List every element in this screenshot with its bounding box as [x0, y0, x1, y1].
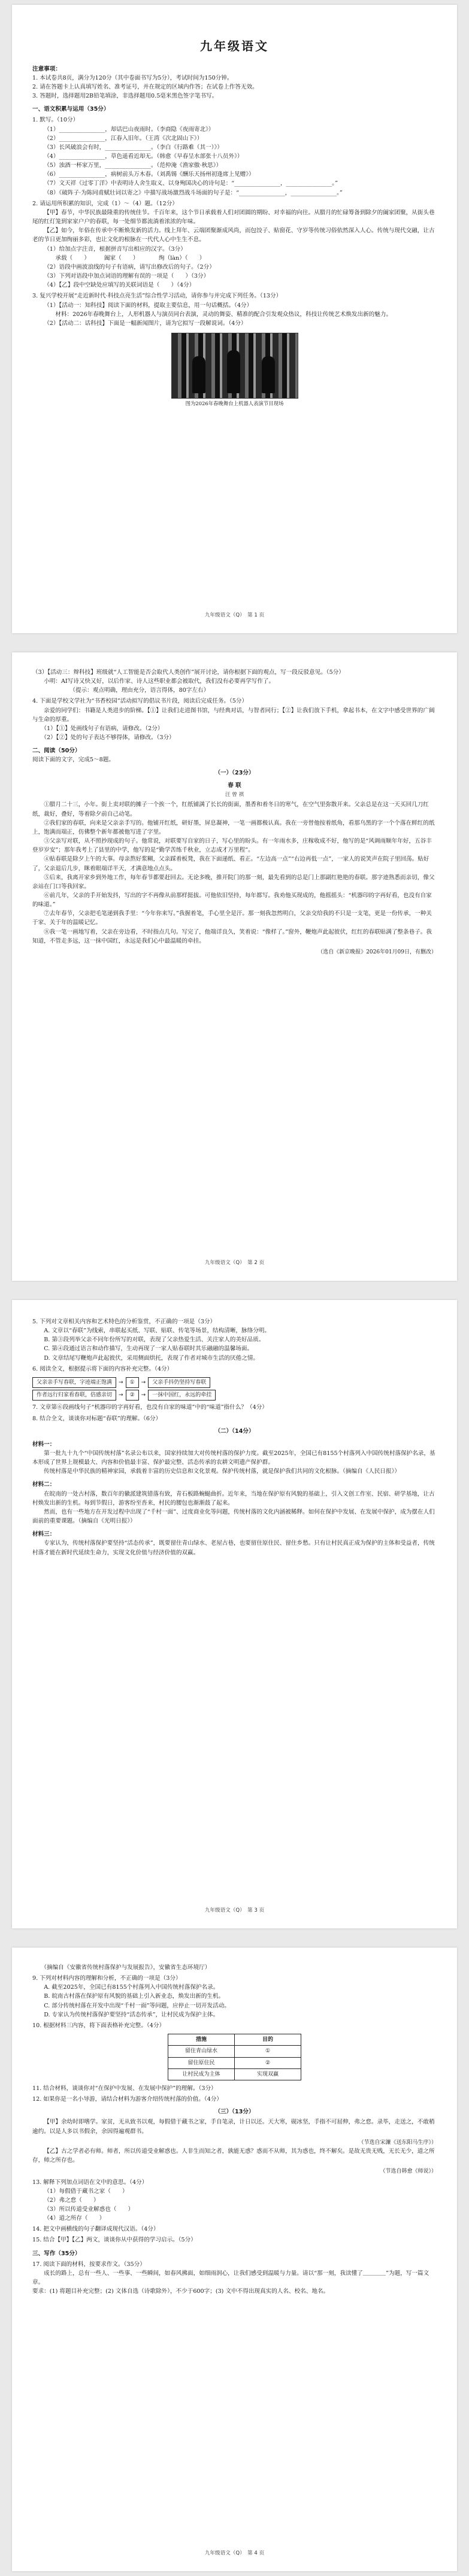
table-cell: ②: [235, 2057, 301, 2068]
material-paragraph: 在皖南的一处古村落，数百年的徽派建筑错落有致，青石板路蜿蜒曲折。近年来，当地在保护原有风貌的基础上，引入文创工作室、民宿、研学基地，让古村焕发出新的生机。每到节假日，游客纷至沓来，村民的腰包也渐渐鼓了起来。: [32, 1490, 435, 1506]
writing-requirements: 要求：(1) 将题目补充完整；(2) 文体自选（诗歌除外），不少于600字；(3) 文中不得出现真实的人名、校名、地名。: [32, 2288, 329, 2295]
question-stem: 5. 下列对文章相关内容和艺术特色的分析鉴赏，不正确的一项是（3分）: [32, 1319, 216, 1325]
question-line: （4）【乙】段中空缺处应填写的关联词语是（ ）（4分）: [44, 282, 195, 289]
question-line: （3）所以传道受业解惑也（ ）: [44, 2206, 134, 2213]
question-stem: 4. 下面是学校文学社为“书香校园”活动拟写的倡议书片段，阅读后完成任务。（5分）: [32, 698, 248, 705]
material-paragraph: 专家认为，传统村落保护要坚持“活态传承”，既要留住青山绿水、老屋古巷，也要留住原住民、留住乡愁。只有让村民真正成为保护的主体和受益者，传统村落才能在新时代延续生命力，实现文化价值与经济价值的双赢。: [32, 1540, 435, 1556]
passage-source: （节选自宋濂《送东阳马生序》）: [358, 2139, 437, 2146]
option-d: D. 专家认为传统村落保护要坚持“活态传承”，让村民成为保护主体。: [44, 2011, 219, 2018]
material-label: 材料三：: [32, 1531, 56, 1538]
flow-blank-box: ②: [126, 1390, 139, 1401]
question-line: 承载（ ） 阖家（ ） 绚（làn）（ ）: [44, 254, 205, 262]
question-line: （3）下列对语段中加点词语的理解有误的一项是（ ）（3分）: [44, 273, 210, 280]
question-stem: 9. 下列对材料内容的理解和分析，不正确的一项是（3分）: [32, 1975, 181, 1982]
passage-paragraph: 亲爱的同学们：书籍是人类进步的阶梯。【①】让我们走进图书馆，与经典对话，与智者同行；【②】让我们放下手机，拿起书本，在文字中感受世界的广阔与生命的厚重。: [32, 707, 435, 723]
article-title: 春 联: [228, 782, 241, 789]
question-stem: 11. 结合材料，谈谈你对“在保护中发展、在发展中保护”的理解。（3分）: [32, 2085, 217, 2092]
question-line: （2）【活动二：话科技】下面是一幅新闻图片，请为它拟写一段解说词。（4分）: [44, 320, 247, 327]
flow-box: 一抹中国红，永远的牵挂: [148, 1390, 216, 1401]
question-line: （3）【活动三：辩科技】班级就“人工智能是否会取代人类创作”展开讨论，请你根据下面的观点，写一段反驳意见。（5分）: [32, 669, 344, 676]
section-heading: 二、阅读（50分）: [32, 748, 81, 755]
flow-box: 父亲亲手写春联，字迹端正饱满: [32, 1377, 116, 1388]
table-cell: 留住青山绿水: [168, 2046, 235, 2057]
table-header-cell: 目的: [235, 2034, 301, 2046]
article-paragraph: ⑦去年春节，父亲把毛笔递到我手里：“今年你来写。”我握着笔，手心里全是汗。那一刻我忽然明白，父亲交给我的不只是一支笔，更是一份传承，一种关于家、关于年的温暖记忆。: [32, 910, 432, 926]
question-stem: 15. 结合【甲】【乙】两文，谈谈你从中获得的学习启示。（5分）: [32, 2237, 196, 2244]
question-line: （2）________________，江春入旧年。（王湾《次北固山下》）: [44, 135, 203, 142]
writing-prompt: 成长的路上，总有一些人、一些事、一些瞬间，如春风拂面，如细雨润心，让我们感受到温暖与力量。请以“那一刻，我读懂了＿＿＿＿”为题，写一篇文章。: [32, 2270, 429, 2286]
robot-figure: [192, 356, 205, 393]
reading-header: （三）（13分）: [214, 2109, 255, 2116]
flow-row: [32, 1377, 437, 1388]
table-header-cell: 措施: [168, 2034, 235, 2046]
section-heading: 一、语文积累与运用（35分）: [32, 106, 110, 113]
question-line: （1）给加点字注音，根据拼音写出相应的汉字。（3分）: [44, 245, 186, 253]
reading-header: （二）（14分）: [214, 1427, 255, 1435]
robot-figure: [262, 356, 275, 393]
option-c: C. 部分传统村落在开发中出现“千村一面”等问题，应停止一切开发活动。: [44, 2002, 230, 2009]
option-c: C. 第④段通过语言和动作描写，生动再现了一家人贴春联时其乐融融的温馨场面。: [44, 1345, 253, 1353]
option-b: B. 第③段列举父亲不同年份所写的对联，表现了父亲热爱生活、关注家人的美好品质。: [44, 1336, 265, 1344]
question-stem: 10. 根据材料三内容，将下面表格补充完整。（4分）: [32, 2022, 165, 2029]
question-stem: 8. 结合全文，谈谈你对标题“春联”的理解。（6分）: [32, 1415, 162, 1422]
flow-diagram: [32, 1377, 437, 1401]
passage-source: （节选自韩愈《师说》）: [380, 2168, 437, 2175]
question-stem: 2. 请运用所积累的知识，完成（1）～（4）题。（12分）: [32, 200, 178, 207]
classical-passage: 【甲】余幼时即嗜学。家贫，无从致书以观，每假借于藏书之家，手自笔录，计日以还。天大寒，砚冰坚，手指不可屈伸，弗之怠。录毕，走送之，不敢稍逾约。以是人多以书假余，余因得遍观群书。: [32, 2119, 435, 2135]
question-line: （2）【②】处的句子表达不够得体，请修改。（3分）: [32, 734, 175, 742]
article-paragraph: ①腊月二十三，小年。街上卖对联的摊子一个挨一个，红纸铺满了长长的街面，墨香和着冬日的寒气，在空气里弥散开来。父亲总是在这一天买回几刀红纸，裁好，叠好，等着除夕前自己动笔。: [32, 801, 429, 818]
page-footer: 九年级语文（Q） 第 1 页: [204, 612, 265, 619]
article-source: （选自《新京晚报》2026年01月09日，有删改）: [317, 949, 437, 955]
table-cell: 实现双赢: [235, 2068, 301, 2080]
option-a: A. 截至2025年，全国已有8155个村落列入中国传统村落保护名录。: [44, 1984, 219, 1991]
question-stem: 3. 复兴学校开展“走近新时代·科技点亮生活”综合性学习活动，请你参与并完成下列任务。（13分）: [32, 293, 282, 300]
question-line: （3）长风破浪会有时，________________。（李白《行路难（其一）》）: [44, 144, 223, 151]
table-cell: 让村民成为主体: [168, 2068, 235, 2080]
table-row: [168, 2068, 301, 2080]
article-author: 汪 曾 祺: [225, 791, 244, 798]
option-a: A. 文章以“春联”为线索，串联起买纸、写联、贴联、传笔等场景，结构清晰，脉络分明。: [44, 1328, 270, 1335]
notice-item: 3. 答题时，选择题用2B铅笔填涂，非选择题用0.5毫米黑色签字笔书写。: [32, 93, 218, 100]
material-label: 材料一：: [32, 1441, 56, 1448]
table-cell: 留住原住民: [168, 2057, 235, 2068]
passage-paragraph: 【乙】如今，年俗在传承中不断焕发新的活力。线上拜年、云端团聚渐成风尚，而包饺子、贴窗花、守岁等传统习俗依然深入人心。传统与现代交融，让古老的节日更加绚丽多彩，也让文化的根脉在一代代人心中生生不息。: [32, 227, 435, 244]
question-line: 材料：2026年春晚舞台上，人形机器人与演员同台表演，灵动的舞姿、精准的配合引发观众热议，科技让传统艺术焕发出新的魅力。: [44, 311, 392, 318]
question-line: （1）【①】处画线句子有语病，请修改。（2分）: [32, 725, 164, 732]
arrow-icon: →: [119, 1392, 123, 1399]
notice-item: 1. 本试卷共8页，满分为120分（其中卷面书写为5分），考试时间为150分钟。: [32, 74, 233, 81]
question-line: （8）《破阵子·为陈同甫赋壮词以寄之》中描写战场激烈战斗场面的句子是：“________________，________________。”: [44, 189, 343, 196]
exam-page-3: [12, 1300, 457, 1928]
article-paragraph: ⑧我一笔一画地写着，父亲在旁边看，不时指点几句。写完了，他端详良久，笑着说：“像样了。”窗外，鞭炮声此起彼伏，红红的春联贴满了整条巷子。我知道，不管走多远，这一抹中国红，永远是我们心中最温暖的牵挂。: [32, 928, 432, 944]
table-row: [168, 2057, 301, 2068]
notice-item: 2. 请在答题卡上认真填写姓名、准考证号，并在规定的区域内作答；在试卷上作答无效。: [32, 83, 258, 90]
photo-caption: 图为2026年春晚舞台上机器人表演节目现场: [185, 400, 284, 406]
question-stem: 7. 文章第⑥段画线句子“机器印的字再好看，也没有自家的味道”中的“味道”指什么？（4分）: [32, 1404, 268, 1411]
question-line: （4）________________，草色遥看近却无。（韩愈《早春呈水部张十八员外》）: [44, 153, 243, 160]
material-label: 材料二：: [32, 1481, 56, 1489]
question-line: （1）每假借于藏书之家（ ）: [44, 2188, 128, 2195]
exam-title: 九年级语文: [200, 39, 269, 53]
news-photo: [171, 333, 298, 399]
option-d: D. 文章结尾写鞭炮声此起彼伏，采用侧面烘托，表现了作者对城市生活的厌倦之情。: [44, 1354, 259, 1362]
robot-figure: [227, 350, 240, 393]
answer-table: [168, 2034, 301, 2080]
notice-title: 注意事项：: [32, 65, 61, 72]
question-stem: 17. 阅读下面的材料，按要求作文。（35分）: [32, 2261, 146, 2268]
section-heading: 三、写作（35分）: [32, 2250, 81, 2257]
question-line: （1）________________，却话巴山夜雨时。（李商隐《夜雨寄北》）: [44, 126, 214, 133]
article-paragraph: ⑥前几年，父亲的手开始发抖，写出的字不再像从前那样挺拔。可他依旧坚持，每年都写。我劝他买现成的，他摇摇头：“机器印的字再好看，也没有自家的味道。”: [32, 892, 432, 909]
arrow-icon: →: [119, 1379, 123, 1386]
table-row: [168, 2046, 301, 2057]
exam-page-4: [12, 1948, 457, 2571]
flow-row: [32, 1390, 437, 1401]
material-paragraph: 然而，也有一些地方在开发过程中出现了“千村一面”、过度商业化等问题，传统村落的文化内涵被稀释。如何在保护中发展、在发展中保护，成为摆在人们面前的重要课题。（摘编自《光明日报》）: [32, 1508, 435, 1525]
exam-page-1: [12, 5, 457, 633]
page-footer: 九年级语文（Q） 第 3 页: [204, 1907, 265, 1914]
classical-passage: 【乙】古之学者必有师。师者，所以传道受业解惑也。人非生而知之者，孰能无惑？惑而不从师，其为惑也，终不解矣。是故无贵无贱，无长无少，道之所存，师之所存也。: [32, 2147, 435, 2164]
page-footer: 九年级语文（Q） 第 2 页: [204, 1260, 265, 1266]
table-cell: ①: [235, 2046, 301, 2057]
passage-paragraph: 【甲】春节，中华民族最隆重的传统佳节。千百年来，这个节日承载着人们对团圆的期盼、对幸福的向往。从腊月的忙碌筹备到除夕的阖家团聚，从街头巷尾的红灯笼到家家户户的春联，每一处细节都流淌着浓浓的年味。: [32, 209, 435, 226]
arrow-icon: →: [141, 1379, 146, 1386]
question-line: （7）文天祥《过零丁洋》中表明诗人舍生取义、以身殉国决心的诗句是：“________________，________________。”: [44, 180, 338, 187]
question-line: （提示：观点明确，理由充分，语言得体，80字左右）: [32, 687, 210, 694]
question-stem: 1. 默写。（10分）: [32, 117, 79, 124]
question-stem: 6. 阅读全文，根据提示将下面的内容补充完整。（4分）: [32, 1365, 173, 1372]
article-paragraph: ③父亲写对联，从不照抄现成的句子。他常说，对联要写自家的日子，写心里的盼头。有一年雨水多，庄稼收成不好，他写的是“风调雨顺年年好，五谷丰登岁岁安”；那年我考上了县里的中学，他写的是“勤学苦练千秋业，立志成才万里程”。: [32, 838, 432, 854]
material-source: （摘编自《安徽省传统村落保护与发展报告》，安徽省生态环境厅）: [32, 1964, 211, 1971]
article-paragraph: ②我们家的春联，向来是父亲亲手写的。他铺开红纸，研好墨，屏息凝神，一笔一画都极认真。我在一旁替他按着纸角，看那乌黑的字一个个落在鲜红的纸上，饱满而端正，仿佛整个新年都被他写进了字里。: [32, 819, 435, 836]
question-stem: 13. 解释下列加点词语在文中的意思。（4分）: [32, 2179, 148, 2186]
flow-box: 父亲手抖仍坚持写春联: [148, 1377, 210, 1388]
question-line: （2）弗之怠（ ）: [44, 2197, 99, 2204]
question-line: （5）浊酒一杯家万里，________________。（范仲淹《渔家傲·秋思》）: [44, 162, 222, 169]
question-line: 小明：AI写诗又快又好，以后作家、诗人这些职业都会被取代，我们没有必要再学写作了。: [32, 678, 275, 685]
exam-page-2: [12, 652, 457, 1281]
flow-blank-box: ①: [126, 1377, 139, 1388]
flow-box: 作者远行归家看春联，倍感亲切: [32, 1390, 116, 1401]
question-stem: 12. 如果你是一名小导游，请结合材料为游客介绍传统村落的价值。（4分）: [32, 2096, 223, 2103]
article-paragraph: ⑤后来，我离开家乡到外地工作，每年春节都要赶回去。无论多晚，推开院门的那一刻，最先看到的总是门上那副红艳艳的春联。那字迹熟悉而亲切，像父亲站在门口等我回家。: [32, 874, 435, 890]
arrow-icon: →: [141, 1392, 146, 1399]
option-b: B. 皖南古村落在保护原有风貌的基础上引入新业态，焕发出新的生机。: [44, 1993, 225, 2000]
article-paragraph: ④贴春联是除夕上午的大事。母亲熬好浆糊，父亲踩着板凳，我在下面递纸、看正。“左边高一点”“右边再低一点”，一家人的说笑声在院子里回荡。贴好了，父亲退后几步，眯着眼端详半天，才满意地点点头。: [32, 856, 429, 872]
material-paragraph: 传统村落是中华民族的精神家园，承载着丰富的历史信息和文化景观。保护传统村落，就是保护我们共同的文化根脉。（摘编自《人民日报》）: [32, 1468, 400, 1475]
question-line: （2）语段中画波浪线的句子有语病，请写出修改后的句子。（2分）: [44, 263, 215, 271]
question-line: （6）________________，病树前头万木春。（刘禹锡《酬乐天扬州初逢席上见赠》）: [44, 171, 255, 178]
question-line: （4）道之所存（ ）: [44, 2215, 105, 2222]
page-footer: 九年级语文（Q） 第 4 页: [204, 2550, 265, 2557]
question-line: （1）【活动一：知科技】阅读下面的材料，提取主要信息，用一句话概括。（4分）: [44, 302, 253, 309]
question-stem: 14. 把文中画横线的句子翻译成现代汉语。（4分）: [32, 2226, 159, 2233]
reading-header: （一）（23分）: [214, 769, 255, 776]
section-instruction: 阅读下面的文字，完成5～8题。: [32, 757, 114, 764]
material-paragraph: 第一批九十九个“中国传统村落”名录公布以来，国家持续加大对传统村落的保护力度。截至2025年，全国已有8155个村落列入中国传统村落保护名录，基本形成了世界上规模最大、内容和价值最丰富、保护最完整、活态传承的农耕文明遗产保护群。: [32, 1450, 435, 1466]
